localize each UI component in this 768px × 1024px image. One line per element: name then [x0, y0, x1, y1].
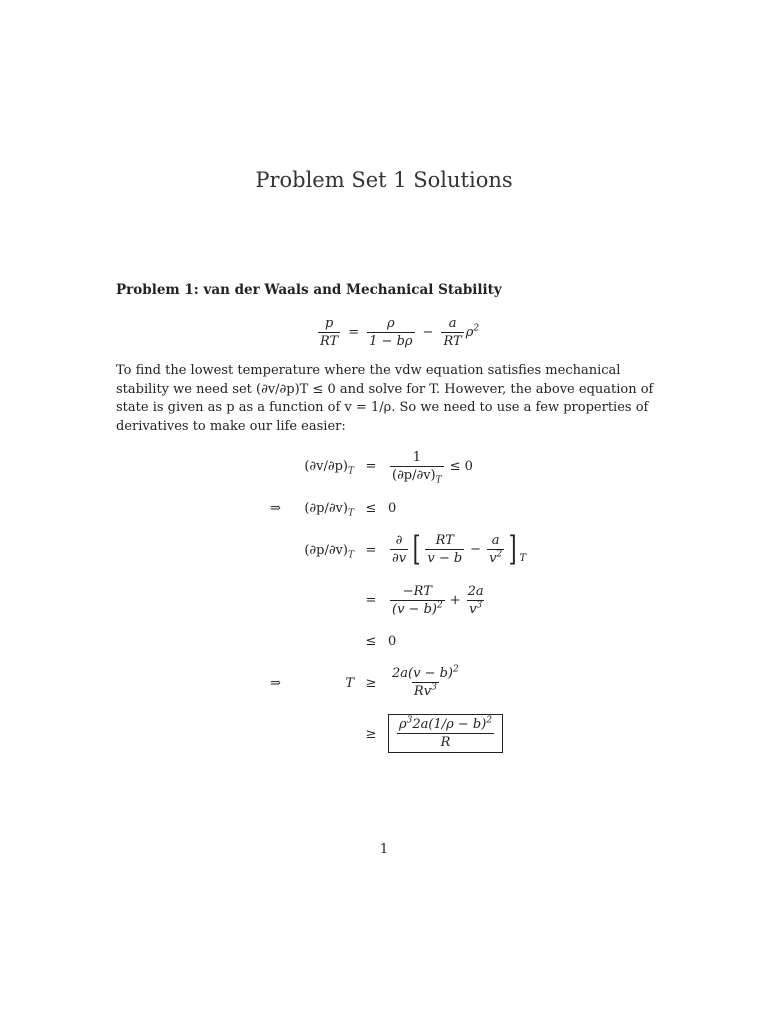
row4-term2-numerator: 2a [467, 584, 484, 599]
bracket-minus: − [470, 541, 482, 557]
derivation-row-4 [0, 584, 768, 620]
boxed-result [388, 714, 503, 753]
vdw-equation [316, 316, 479, 349]
rho-squared: $\rho^2$ [465, 323, 480, 340]
row4-term1-denominator: $(v - b)^2$ [392, 600, 443, 617]
term2-denominator: RT [443, 334, 462, 349]
row6-denominator: Rv$^3$ [413, 682, 437, 699]
derivation-row-3 [0, 529, 768, 572]
term2-fraction [441, 316, 463, 349]
implies-arrow: ⇒ [270, 676, 281, 691]
derivation-row-2 [0, 500, 768, 520]
lhs-numerator: p [324, 316, 334, 331]
bracket-term1-numerator: RT [435, 532, 454, 548]
minus-sign: − [422, 325, 434, 340]
derivation-row-5 [0, 633, 768, 653]
problem-heading: Problem 1: van der Waals and Mechanical Stability [116, 282, 502, 298]
term1-fraction [367, 316, 414, 349]
row6-lhs: T [345, 676, 354, 691]
row2-lhs: $(\partial p/\partial v)_T$ [304, 501, 354, 519]
row1-rhs [388, 450, 473, 486]
bracket-term2-numerator: a [491, 532, 500, 548]
derivation-row-6 [0, 666, 768, 702]
row4-relation: = [365, 593, 377, 608]
row7-relation: ≥ [365, 727, 377, 742]
row1-denominator: $(\partial p/\partial v)_T$ [392, 468, 442, 486]
row1-lhs: $(\partial v/\partial p)_T$ [304, 459, 354, 477]
left-bracket: [ [412, 529, 421, 569]
page-number: 1 [379, 842, 389, 857]
derivation-row-1 [0, 450, 768, 486]
row3-rhs [388, 529, 527, 569]
row6-relation: ≥ [365, 676, 377, 691]
row1-tail: ≤ 0 [449, 459, 473, 474]
row1-relation: = [365, 459, 377, 474]
bracket-term1-denominator: v − b [427, 550, 463, 566]
row5-rhs: 0 [388, 634, 397, 649]
row4-plus: + [449, 593, 461, 608]
row7-denominator: R [397, 733, 494, 750]
right-bracket: ] [508, 529, 517, 569]
term1-numerator: ρ [387, 316, 395, 331]
row7-numerator: $\rho^32a(1/\rho - b)^2$ [399, 715, 493, 732]
row4-term1-numerator: −RT [402, 584, 432, 599]
row5-relation: ≤ [365, 634, 377, 649]
row6-numerator: $2a(v - b)^2$ [392, 664, 459, 681]
row3-lhs: $(\partial p/\partial v)_T$ [304, 543, 354, 561]
row4-rhs [388, 584, 488, 617]
bracket-term2-denominator: $v^2$ [489, 549, 503, 566]
row3-relation: = [365, 543, 377, 558]
lhs-denominator: RT [320, 334, 339, 349]
row2-relation: ≤ [365, 501, 377, 516]
derivation-row-7 [0, 714, 768, 756]
equals-sign: = [348, 325, 360, 340]
row1-numerator: 1 [412, 450, 421, 465]
term2-numerator: a [448, 316, 457, 331]
row6-rhs [388, 666, 463, 699]
intro-paragraph: To find the lowest temperature where the vdw equation satisfies mechanical stability we need set (∂v/∂p)T ≤ 0 and solve for T. However, the above equation of state is given as p as a function of v = 1/ρ. So we need to use a few properties of derivatives to make our life easier: [116, 363, 654, 434]
partial-numerator: ∂ [395, 532, 403, 548]
bracket-subscript: T [519, 553, 527, 564]
lhs-fraction [318, 316, 340, 349]
row4-term2-denominator: $v^3$ [469, 600, 483, 617]
partial-denominator: ∂v [392, 550, 407, 566]
term1-denominator: 1 − bρ [369, 334, 413, 349]
row2-rhs: 0 [388, 501, 397, 516]
page-title: Problem Set 1 Solutions [255, 168, 513, 192]
implies-arrow: ⇒ [270, 501, 281, 516]
row7-rhs [388, 714, 503, 753]
